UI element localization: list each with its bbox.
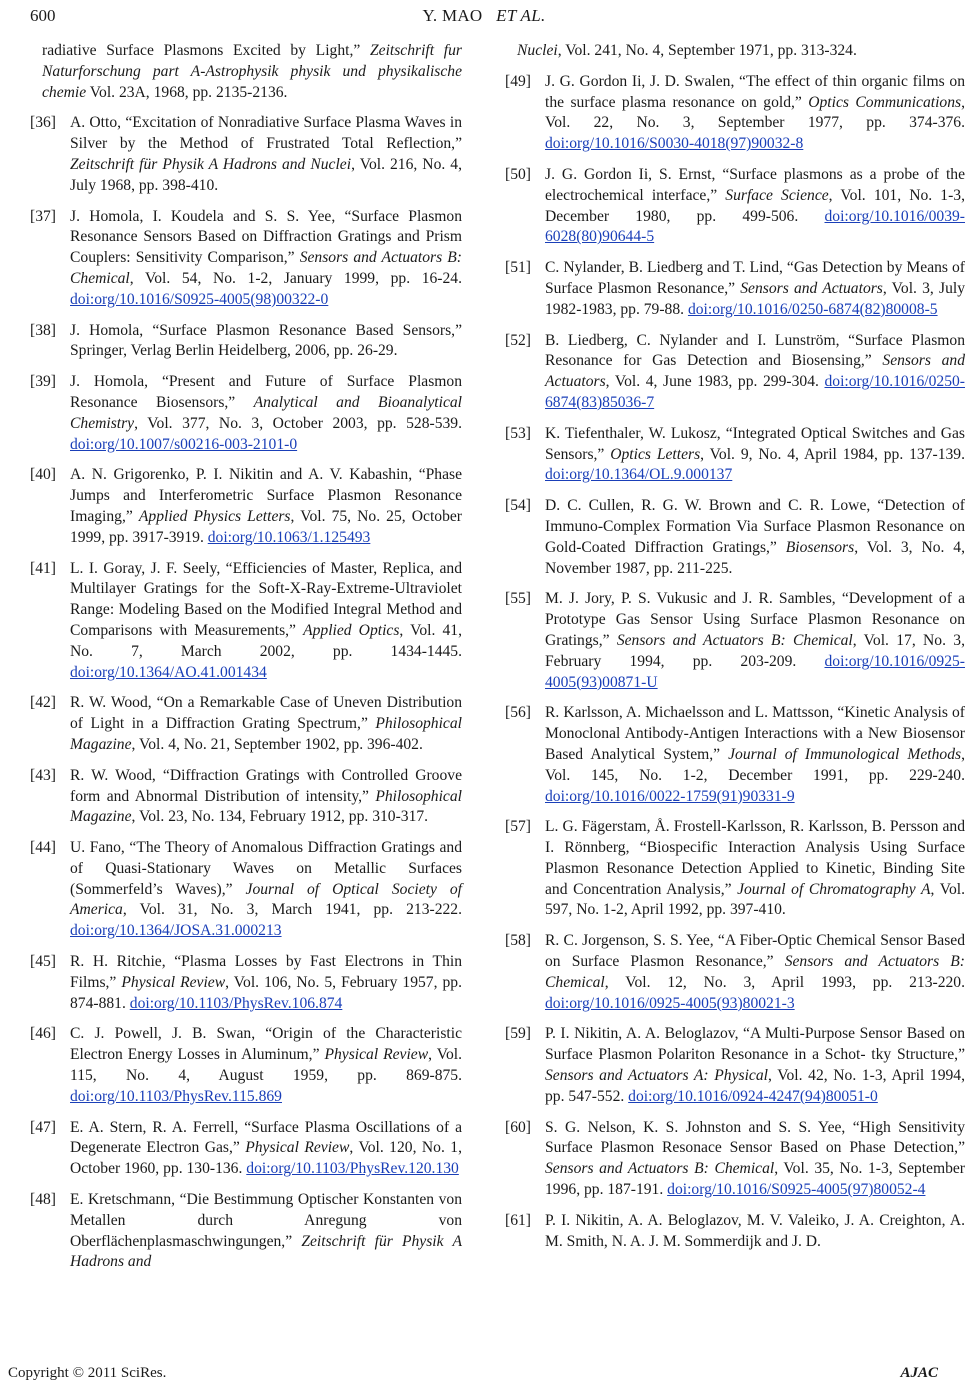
reference-entry xyxy=(30,952,462,1014)
running-head-et-al: ET AL. xyxy=(496,6,546,25)
reference-body xyxy=(545,259,965,318)
reference-body xyxy=(545,166,965,245)
reference-number: [45] xyxy=(30,953,56,971)
reference-entry xyxy=(30,207,462,311)
reference-number: [52] xyxy=(505,331,531,349)
doi-link[interactable]: doi:org/10.1016/0250-6874(82)80008-5 xyxy=(687,300,938,318)
reference-entry xyxy=(505,817,965,921)
reference-number: [55] xyxy=(505,590,531,608)
citation-text: , Vol. 216, No. 4, July 1968, pp. 398-410. xyxy=(70,155,462,194)
reference-continuation xyxy=(505,41,965,62)
citation-source-italic: Optics Letters xyxy=(610,445,701,463)
reference-entry xyxy=(30,838,462,942)
citation-text: P. I. Nikitin, A. A. Beloglazov, “A Multi-Purpose Sensor Based on Surface Plasmon Polariton Resonance in a Schot- tky Structure,” xyxy=(545,1025,965,1064)
citation-text: , Vol. 145, No. 1-2, December 1991, pp. 229-240. xyxy=(545,745,965,784)
citation-text: R. C. Jorgenson, S. S. Yee, “A Fiber-Optic Chemical Sensor Based on Surface Plasmon Resonance,” xyxy=(545,932,965,971)
citation-source-italic: Physical Review xyxy=(245,1139,350,1157)
reference-number: [50] xyxy=(505,165,531,183)
doi-link[interactable]: doi:org/10.1016/S0030-4018(97)90032-8 xyxy=(545,135,804,153)
citation-text: B. Liedberg, C. Nylander and I. Lunström, “Surface Plasmon Resonance for Gas Detection and Biosensing,” xyxy=(545,331,965,370)
citation-text: U. Fano, “The Theory of Anomalous Diffraction Gratings and of Quasi-Stationary Waves on Metallic Surfaces (Sommerfeld’s Waves),” xyxy=(70,839,462,898)
citation-source-italic: Philosophical Magazine xyxy=(70,715,462,753)
reference-body xyxy=(545,1025,965,1104)
reference-entry xyxy=(505,703,965,807)
reference-number: [57] xyxy=(505,818,531,836)
citation-source-italic: Sensors and Actuators B: Chemical xyxy=(616,631,853,649)
reference-body xyxy=(70,767,462,826)
citation-text: , Vol. 4, June 1983, pp. 299-304. xyxy=(605,373,825,391)
reference-entry xyxy=(30,465,462,548)
reference-number: [61] xyxy=(505,1211,531,1229)
reference-number: [41] xyxy=(30,559,56,577)
citation-source-italic: Optics Communications xyxy=(808,93,962,111)
reference-body xyxy=(42,42,462,101)
citation-text: J. Homola, “Present and Future of Surface Plasmon Resonance Biosensors,” xyxy=(70,373,462,411)
reference-body xyxy=(545,332,965,411)
citation-text: A. N. Grigorenko, P. I. Nikitin and A. V. Kabashin, “Phase Jumps and Interferometric Surface Plasmon Resonance Imaging,” xyxy=(70,466,462,525)
reference-number: [37] xyxy=(30,207,56,225)
reference-body xyxy=(517,42,857,59)
citation-source-italic: Surface Science xyxy=(725,186,829,204)
reference-body xyxy=(545,818,965,918)
doi-link[interactable]: doi:org/10.1016/0925-4005(93)00871-U xyxy=(545,652,965,691)
reference-number: [49] xyxy=(505,72,531,90)
reference-body xyxy=(70,114,462,193)
citation-text: C. Nylander, B. Liedberg and T. Lind, “Gas Detection by Means of Surface Plasmon Resonance,” xyxy=(545,259,965,297)
citation-text: , Vol. 115, No. 4, August 1959, pp. 869-875. xyxy=(70,1046,462,1085)
reference-body xyxy=(70,208,462,308)
citation-text: , Vol. 3, July 1982-1983, pp. 79-88. xyxy=(545,279,965,318)
doi-link[interactable]: doi:org/10.1016/0924-4247(94)80051-0 xyxy=(628,1087,878,1105)
reference-body xyxy=(70,322,462,360)
citation-source-italic: Sensors and Actuators B: Chemical xyxy=(545,953,965,991)
reference-number: [40] xyxy=(30,466,56,484)
citation-text: , Vol. 75, No. 25, October 1999, pp. 3917-3919. xyxy=(70,507,462,546)
reference-entry xyxy=(30,321,462,363)
reference-entry xyxy=(505,331,965,414)
citation-text: S. G. Nelson, K. S. Johnston and S. S. Yee, “High Sensitivity Surface Plasmon Resonace Sensor Based on Phase Detection,” xyxy=(545,1118,965,1157)
reference-entry xyxy=(30,1118,462,1180)
reference-number: [48] xyxy=(30,1191,56,1209)
reference-body xyxy=(70,694,462,753)
reference-entry xyxy=(505,165,965,248)
citation-source-italic: Journal of Immunological Methods xyxy=(728,745,962,763)
citation-text: M. J. Jory, P. S. Vukusic and J. R. Sambles, “Development of a Prototype Gas Sensor Using Surface Plasmon Resonance on Gratings,” xyxy=(545,590,965,649)
reference-number: [56] xyxy=(505,704,531,722)
doi-link[interactable]: doi:org/10.1103/PhysRev.120.130 xyxy=(246,1160,459,1178)
doi-link[interactable]: doi:org/10.1016/0250-6874(83)85036-7 xyxy=(545,373,965,411)
reference-entry xyxy=(30,372,462,455)
citation-text: , Vol. 3, No. 4, November 1987, pp. 211-225. xyxy=(545,538,965,577)
journal-abbreviation: AJAC xyxy=(900,1365,938,1381)
doi-link[interactable]: doi:org/10.1007/s00216-003-2101-0 xyxy=(70,435,298,453)
citation-text: R. W. Wood, “On a Remarkable Case of Uneven Distribution of Light in a Diffraction Grating Spectrum,” xyxy=(70,694,462,733)
citation-text: E. Kretschmann, “Die Bestimmung Optischer Konstanten von Metallen durch Anregung von Oberflächenplasmaschwingungen,” xyxy=(70,1191,462,1250)
citation-text: E. A. Stern, R. A. Ferrell, “Surface Plasma Oscillations of a Degenerate Electron Gas,” xyxy=(70,1118,462,1157)
reference-entry xyxy=(505,931,965,1014)
citation-text: radiative Surface Plasmons Excited by Light,” xyxy=(42,42,370,59)
citation-source-italic: Applied Optics xyxy=(303,621,400,639)
reference-entry xyxy=(505,424,965,486)
doi-link[interactable]: doi:org/10.1364/AO.41.001434 xyxy=(70,663,267,681)
right-column xyxy=(505,41,965,1262)
doi-link[interactable]: doi:org/10.1016/S0925-4005(97)80052-4 xyxy=(667,1181,926,1199)
reference-body xyxy=(70,560,462,681)
citation-source-italic: Sensors and Actuators xyxy=(545,352,965,391)
doi-link[interactable]: doi:org/10.1103/PhysRev.115.869 xyxy=(70,1087,282,1105)
left-column xyxy=(30,41,462,1283)
reference-number: [38] xyxy=(30,321,56,339)
citation-text: , Vol. 17, No. 3, February 1994, pp. 203-209. xyxy=(545,631,965,670)
citation-text: R. Karlsson, A. Michaelsson and L. Mattsson, “Kinetic Analysis of Monoclonal Antibody-Antigen Interactions with a New Biosensor Based Analytical System,” xyxy=(545,704,965,763)
reference-entry xyxy=(505,496,965,579)
citation-text: , Vol. 22, No. 3, September 1977, pp. 374-376. xyxy=(545,93,965,132)
citation-text: , Vol. 42, No. 1-3, April 1994, pp. 547-552. xyxy=(545,1067,965,1105)
doi-link[interactable]: doi:org/10.1016/S0925-4005(98)00322-0 xyxy=(70,290,329,308)
citation-text: P. I. Nikitin, A. A. Beloglazov, M. V. Valeiko, J. A. Creighton, A. M. Smith, N. A. J. M. Sommerdijk and J. D. xyxy=(545,1211,965,1250)
reference-body xyxy=(545,704,965,804)
reference-number: [59] xyxy=(505,1025,531,1043)
reference-entry xyxy=(30,113,462,196)
citation-source-italic: Journal of Chromatography A xyxy=(737,880,931,898)
citation-text: , Vol. 4, No. 21, September 1902, pp. 396-402. xyxy=(131,735,423,753)
reference-number: [46] xyxy=(30,1025,56,1043)
citation-text: , Vol. 31, No. 3, March 1941, pp. 213-222. xyxy=(122,901,462,919)
citation-source-italic: Nuclei xyxy=(517,42,558,59)
reference-entry xyxy=(505,1024,965,1107)
reference-body xyxy=(70,373,462,452)
reference-body xyxy=(70,953,462,1012)
reference-continuation xyxy=(30,41,462,103)
citation-text: , Vol. 23, No. 134, February 1912, pp. 310-317. xyxy=(131,808,429,826)
doi-link[interactable]: doi:org/10.1364/JOSA.31.000213 xyxy=(70,922,282,940)
reference-number: [54] xyxy=(505,497,531,515)
reference-entry xyxy=(30,559,462,684)
citation-text: L. I. Goray, J. F. Seely, “Efficiencies of Master, Replica, and Multilayer Gratings for the Soft-X-Ray-Extreme-Ultraviolet Range: Modeling Based on the Modified Integral Method and Comparisons with Measurements,” xyxy=(70,559,462,639)
citation-text: , Vol. 54, No. 1-2, January 1999, pp. 16-24. xyxy=(129,269,462,287)
citation-text: R. W. Wood, “Diffraction Gratings with Controlled Groove form and Abnormal Distribution of intensity,” xyxy=(70,766,462,805)
citation-text: Vol. 23A, 1968, pp. 2135-2136. xyxy=(86,83,288,101)
running-head xyxy=(0,6,968,26)
citation-source-italic: Zeitschrift für Physik A Hadrons and Nuclei xyxy=(70,155,352,173)
citation-source-italic: Sensors and Actuators xyxy=(740,279,883,297)
doi-link[interactable]: doi:org/10.1364/OL.9.000137 xyxy=(545,466,733,484)
reference-body xyxy=(70,466,462,545)
citation-text: J. G. Gordon Ii, J. D. Swalen, “The effect of thin organic films on the surface plasma resonance on gold,” xyxy=(545,72,965,111)
reference-number: [42] xyxy=(30,694,56,712)
reference-entry xyxy=(505,1211,965,1253)
reference-body xyxy=(70,1025,462,1104)
citation-text: , Vol. 106, No. 5, February 1957, pp. 874-881. xyxy=(70,973,462,1012)
page-number: 600 xyxy=(30,6,56,25)
citation-text: , Vol. 12, No. 3, April 1993, pp. 213-220. xyxy=(604,973,965,991)
citation-text: C. J. Powell, J. B. Swan, “Origin of the Characteristic Electron Energy Losses in Aluminum,” xyxy=(70,1025,462,1064)
citation-source-italic: Applied Physics Letters xyxy=(138,507,291,525)
citation-source-italic: Journal of Optical Society of America xyxy=(70,880,462,919)
reference-entry xyxy=(30,1024,462,1107)
doi-link[interactable]: doi:org/10.1016/0039-6028(80)90644-5 xyxy=(545,207,965,246)
doi-link[interactable]: doi:org/10.1016/0925-4005(93)80021-3 xyxy=(545,994,795,1012)
citation-text: D. C. Cullen, R. G. W. Brown and C. R. Lowe, “Detection of Immuno-Complex Formation Via Surface Plasmon Resonance on Gold-Coated Diffraction Gratings,” xyxy=(545,497,965,556)
reference-body xyxy=(545,1119,965,1198)
citation-text: , Vol. 597, No. 1-2, April 1992, pp. 397-410. xyxy=(545,880,965,919)
citation-source-italic: Sensors and Actuators B: Chemical xyxy=(70,249,462,287)
citation-text: , Vol. 377, No. 3, October 2003, pp. 528-539. xyxy=(134,414,462,432)
running-head-authors: Y. MAO xyxy=(422,6,483,25)
reference-body xyxy=(545,932,965,1011)
reference-number: [36] xyxy=(30,114,56,132)
doi-link[interactable]: doi:org/10.1103/PhysRev.106.874 xyxy=(129,994,343,1012)
citation-source-italic: Philosophical Magazine xyxy=(70,787,462,826)
citation-source-italic: Analytical and Bioanalytical Chemistry xyxy=(70,393,462,432)
reference-body xyxy=(545,425,965,484)
reference-entry xyxy=(505,72,965,155)
citation-text: , Vol. 9, No. 4, April 1984, pp. 137-139. xyxy=(700,445,965,463)
citation-text: K. Tiefenthaler, W. Lukosz, “Integrated Optical Switches and Gas Sensors,” xyxy=(545,424,965,463)
doi-link[interactable]: doi:org/10.1016/0022-1759(91)90331-9 xyxy=(545,787,795,805)
reference-body xyxy=(70,1191,462,1270)
reference-entry xyxy=(30,766,462,828)
citation-text: A. Otto, “Excitation of Nonradiative Surface Plasma Waves in Silver by the Method of Frustrated Total Reflection,” xyxy=(70,114,462,153)
reference-body xyxy=(545,1212,965,1250)
reference-body xyxy=(70,839,462,939)
copyright-notice: Copyright © 2011 SciRes. xyxy=(8,1365,167,1381)
reference-entry xyxy=(30,1190,462,1273)
reference-number: [60] xyxy=(505,1118,531,1136)
reference-number: [58] xyxy=(505,932,531,950)
reference-entry xyxy=(505,258,965,320)
reference-number: [43] xyxy=(30,766,56,784)
citation-text: , Vol. 241, No. 4, September 1971, pp. 313-324. xyxy=(557,42,857,59)
citation-text: , Vol. 120, No. 1, October 1960, pp. 130-136. xyxy=(70,1139,462,1178)
reference-body xyxy=(70,1119,462,1178)
citation-source-italic: Zeitschrift für Physik A Hadrons and xyxy=(70,1232,462,1271)
citation-source-italic: Physical Review xyxy=(324,1046,429,1064)
citation-text: L. G. Fägerstam, Å. Frostell-Karlsson, R. Karlsson, B. Persson and I. Rönnberg, “Biospecific Interaction Analysis Using Surface Plasmon Resonance Detection Applied to Kinetic, Binding Site and Concentration Analysis,” xyxy=(545,818,965,898)
doi-link[interactable]: doi:org/10.1063/1.125493 xyxy=(207,528,371,546)
reference-entry xyxy=(30,693,462,755)
citation-text: J. Homola, “Surface Plasmon Resonance Based Sensors,” Springer, Verlag Berlin Heidelberg, 2006, pp. 26-29. xyxy=(70,321,462,360)
reference-number: [44] xyxy=(30,839,56,857)
citation-text: , Vol. 101, No. 1-3, December 1980, pp. 499-506. xyxy=(545,186,965,225)
citation-source-italic: Biosensors xyxy=(785,538,855,556)
reference-number: [47] xyxy=(30,1118,56,1136)
reference-entry xyxy=(505,589,965,693)
citation-text: , Vol. 41, No. 7, March 2002, pp. 1434-1445. xyxy=(70,621,462,660)
reference-body xyxy=(545,590,965,690)
citation-text: J. Homola, I. Koudela and S. S. Yee, “Surface Plasmon Resonance Sensors Based on Diffraction Gratings and Prism Couplers: Sensitivity Comparison,” xyxy=(70,207,462,267)
citation-text: J. G. Gordon Ii, S. Ernst, “Surface plasmons as a probe of the electrochemical interface,” xyxy=(545,165,965,204)
citation-source-italic: Sensors and Actuators A: Physical xyxy=(545,1067,768,1085)
citation-text: R. H. Ritchie, “Plasma Losses by Fast Electrons in Thin Films,” xyxy=(70,953,462,991)
reference-number: [51] xyxy=(505,259,531,277)
citation-source-italic: Zeitschrift fur Naturforschung part A-Astrophysik physik und physikalische chemie xyxy=(42,42,462,101)
reference-number: [39] xyxy=(30,373,56,391)
citation-text: , Vol. 35, No. 1-3, September 1996, pp. 187-191. xyxy=(545,1160,965,1199)
reference-body xyxy=(545,73,965,152)
reference-number: [53] xyxy=(505,424,531,442)
reference-entry xyxy=(505,1118,965,1201)
citation-source-italic: Physical Review xyxy=(121,973,226,991)
reference-body xyxy=(545,497,965,576)
citation-source-italic: Sensors and Actuators B: Chemical xyxy=(545,1160,775,1178)
